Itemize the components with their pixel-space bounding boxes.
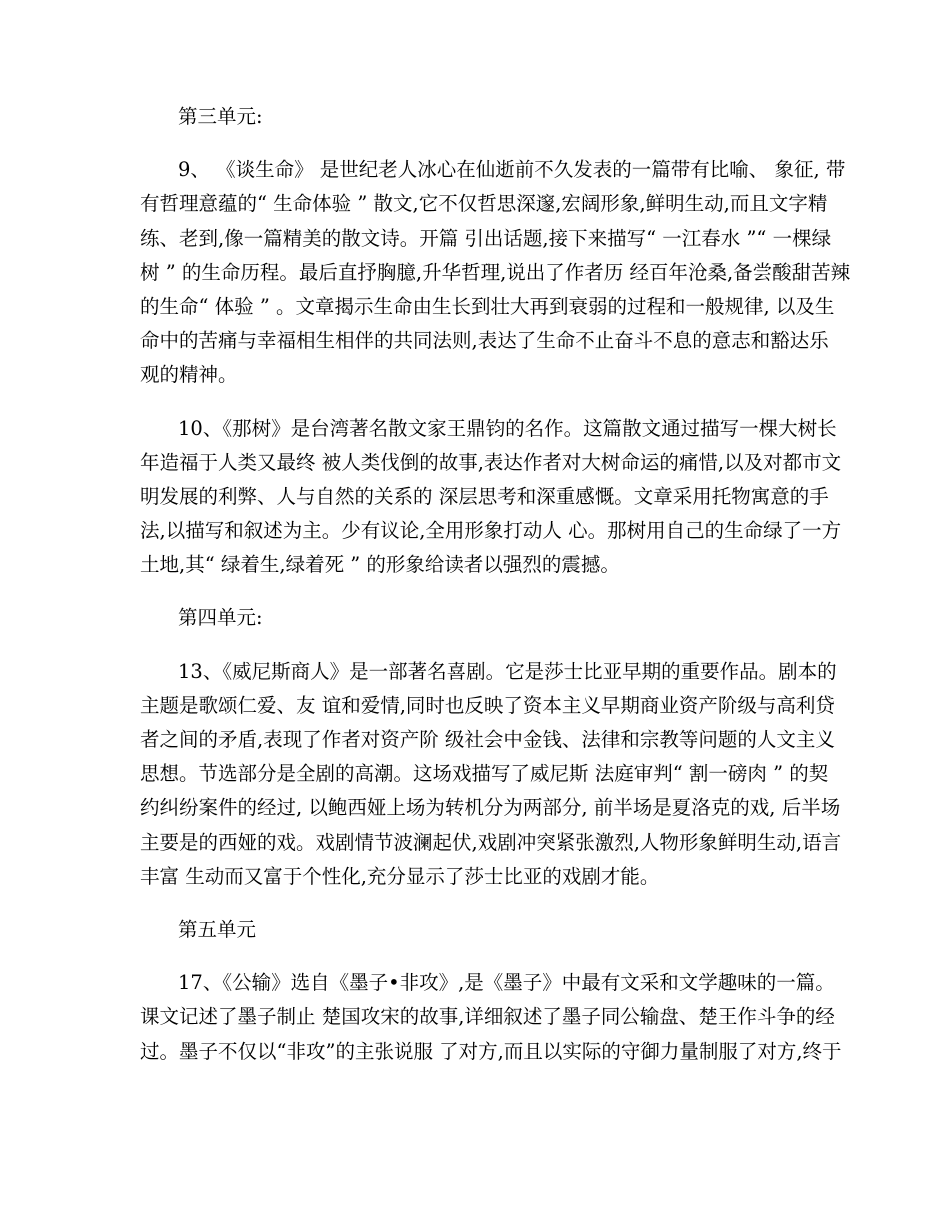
section-heading-unit4: 第四单元: <box>178 606 263 630</box>
paragraph-line: 树 ” 的生命历程。最后直抒胸臆,升华哲理,说出了作者历 经百年沧桑,备尝酸甜苦辣 <box>140 260 851 284</box>
paragraph-line: 10、《那树》是台湾著名散文家王鼎钧的名作。这篇散文通过描写一棵大树长 <box>178 416 837 440</box>
paragraph-line: 的生命“ 体验 ” 。文章揭示生命由生长到壮大再到衰弱的过程和一般规律, 以及生 <box>140 294 835 318</box>
paragraph-17 <box>140 966 842 1069</box>
paragraph-line: 观的精神。 <box>140 363 238 387</box>
section-heading-unit3: 第三单元: <box>178 105 263 128</box>
paragraph-line: 思想。节选部分是全剧的高潮。这场戏描写了威尼斯 法庭审判“ 割一磅肉 ” 的契 <box>140 762 829 786</box>
paragraph-line: 过。墨子不仅以“非攻”的主张说服 了对方,而且以实际的守御力量制服了对方,终于 <box>140 1039 842 1063</box>
paragraph-line: 9、 《谈生命》 是世纪老人冰心在仙逝前不久发表的一篇带有比喻、 象征, 带 <box>178 158 846 182</box>
document-body <box>140 100 851 1069</box>
paragraph-line: 法,以描写和叙述为主。少有议论,全用形象打动人 心。那树用自己的生命绿了一方 <box>140 519 842 543</box>
section-heading-unit5: 第五单元 <box>178 917 257 941</box>
paragraph-line: 年造福于人类又最终 被人类伐倒的故事,表达作者对大树命运的痛惜,以及对都市文 <box>140 450 842 474</box>
paragraph-line: 主要是的西娅的戏。戏剧情节波澜起伏,戏剧冲突紧张激烈,人物形象鲜明生动,语言 <box>140 830 842 854</box>
paragraph-line: 课文记述了墨子制止 楚国攻宋的故事,详细叙述了墨子同公输盘、楚王作斗争的经 <box>140 1005 835 1029</box>
paragraph-line: 土地,其“ 绿着生,绿着死 ” 的形象给读者以强烈的震撼。 <box>140 553 620 577</box>
paragraph-line: 17、《公输》选自《墨子•非攻》,是《墨子》中最有文采和文学趣味的一篇。 <box>178 971 835 995</box>
paragraph-line: 主题是歌颂仁爱、友 谊和爱情,同时也反映了资本主义早期商业资产阶级与高利贷 <box>140 693 835 717</box>
paragraph-line: 丰富 生动而又富于个性化,充分显示了莎士比亚的戏剧才能。 <box>140 864 660 888</box>
paragraph-10 <box>140 412 842 583</box>
paragraph-line: 命中的苦痛与幸福相生相伴的共同法则,表达了生命不止奋斗不息的意志和豁达乐 <box>140 329 829 353</box>
paragraph-line: 者之间的矛盾,表现了作者对资产阶 级社会中金钱、法律和宗教等问题的人文主义 <box>140 728 835 751</box>
paragraph-13 <box>140 655 842 894</box>
paragraph-line: 练、老到,像一篇精美的散文诗。开篇 引出话题,接下来描写“ 一江春水 ”“ 一棵绿 <box>140 226 832 250</box>
paragraph-line: 13、《威尼斯商人》是一部著名喜剧。它是莎士比亚早期的重要作品。剧本的 <box>178 659 837 683</box>
paragraph-9 <box>140 153 851 392</box>
paragraph-line: 明发展的利弊、人与自然的关系的 深层思考和深重感慨。文章采用托物寓意的手 <box>140 484 829 508</box>
paragraph-line: 约纠纷案件的经过, 以鲍西娅上场为转机分为两部分, 前半场是夏洛克的戏, 后半场 <box>140 796 841 820</box>
paragraph-line: 有哲理意蕴的“ 生命体验 ” 散文,它不仅哲思深邃,宏阔形象,鲜明生动,而且文字精 <box>140 192 828 216</box>
